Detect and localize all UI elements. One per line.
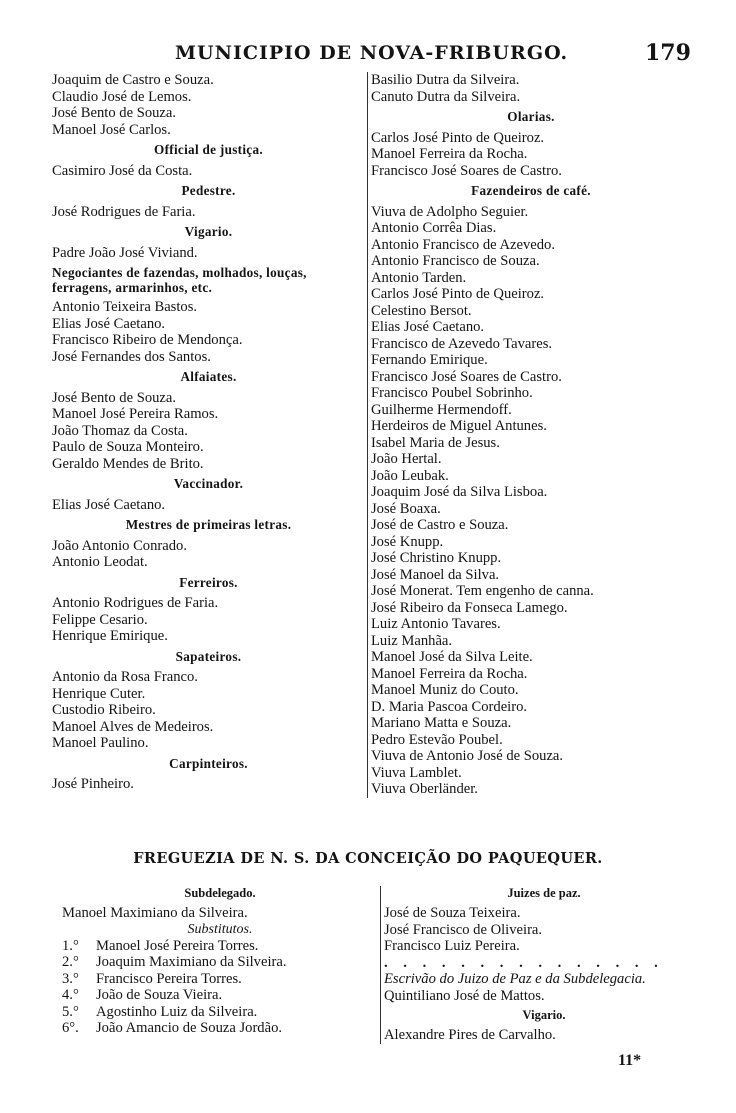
- list-item: Antonio Francisco de Azevedo.: [371, 236, 555, 253]
- category-heading: Carpinteiros.: [169, 755, 248, 771]
- substituto-name: Agostinho Luiz da Silveira.: [96, 1003, 258, 1020]
- list-item: Custodio Ribeiro.: [52, 702, 156, 718]
- list-item: Francisco José Soares de Castro.: [371, 368, 562, 385]
- subdelegado-heading: Subdelegado.: [184, 886, 256, 900]
- substitutos-heading: Substitutos.: [187, 921, 253, 937]
- page-number: 179: [645, 40, 691, 66]
- list-item: Manoel Ferreira da Rocha.: [371, 146, 528, 162]
- list-item: Joaquim José da Silva Lisboa.: [371, 484, 548, 500]
- category-heading: Ferreiros.: [179, 574, 238, 590]
- category-heading: Sapateiros.: [175, 648, 242, 664]
- page-header: [0, 40, 736, 70]
- right-column-bottom: [380, 886, 704, 1044]
- dotted-separator: . . . . . . . . . . . . . . .: [384, 954, 664, 971]
- list-item: Felippe Cesario.: [52, 611, 148, 628]
- list-item: Francisco Poubel Sobrinho.: [371, 385, 533, 401]
- list-item: João Antonio Conrado.: [52, 537, 187, 554]
- category-heading: Alfaiates.: [180, 369, 237, 384]
- list-item: Viuva de Adolpho Seguier.: [371, 203, 529, 220]
- list-item: Luiz Antonio Tavares.: [371, 616, 501, 632]
- list-item: Antonio da Rosa Franco.: [52, 669, 198, 685]
- substituto-name: Manoel José Pereira Torres.: [96, 937, 259, 954]
- page-title: MUNICIPIO DE NOVA-FRIBURGO.: [175, 42, 569, 64]
- list-item: José Ribeiro da Fonseca Lamego.: [371, 599, 568, 616]
- list-item: José Pinheiro.: [52, 776, 134, 792]
- list-item: João Thomaz da Costa.: [52, 422, 188, 439]
- list-item: Manoel Muniz do Couto.: [371, 682, 519, 698]
- category-heading: Olarias.: [507, 109, 555, 124]
- list-item: [62, 1004, 378, 1021]
- list-item: José Francisco de Oliveira.: [384, 921, 543, 938]
- list-item: Mariano Matta e Souza.: [371, 715, 512, 731]
- list-item: José Manoel da Silva.: [371, 566, 500, 583]
- list-item: Antonio Francisco de Souza.: [371, 253, 540, 269]
- list-item: Viuva Oberländer.: [371, 781, 478, 797]
- list-item: José Bento de Souza.: [52, 105, 177, 121]
- list-item: Pedro Estevão Poubel.: [371, 731, 503, 748]
- substituto-name: João de Souza Vieira.: [96, 987, 223, 1003]
- list-item: Antonio Rodrigues de Faria.: [52, 595, 219, 611]
- list-item: Elias José Caetano.: [52, 496, 166, 513]
- signature-mark: 11*: [618, 1052, 642, 1069]
- list-item: [62, 938, 378, 955]
- list-item: Antonio Leodat.: [52, 554, 148, 570]
- list-item: João Hertal.: [371, 451, 442, 467]
- ordinal: 6°.: [62, 1020, 79, 1036]
- list-item: Antonio Tarden.: [371, 269, 467, 286]
- left-column-bottom: [62, 886, 378, 1037]
- list-item: Henrique Cuter.: [52, 685, 146, 702]
- list-item: [62, 971, 378, 988]
- list-item: Manoel Ferreira da Rocha.: [371, 665, 528, 682]
- substituto-name: Francisco Pereira Torres.: [96, 970, 242, 987]
- substituto-name: Joaquim Maximiano da Silveira.: [96, 954, 287, 970]
- list-item: Viuva Lamblet.: [371, 764, 462, 781]
- category-heading: Official de justiça.: [154, 142, 263, 157]
- list-item: D. Maria Pascoa Cordeiro.: [371, 698, 528, 715]
- list-item: Basilio Dutra da Silveira.: [371, 72, 520, 88]
- list-item: Viuva de Antonio José de Souza.: [371, 748, 564, 764]
- list-item: Antonio Teixeira Bastos.: [52, 299, 198, 315]
- list-item: Casimiro José da Costa.: [52, 162, 193, 179]
- list-item: Antonio Corrêa Dias.: [371, 220, 497, 236]
- right-column-top: [367, 72, 691, 798]
- list-item: Francisco Luiz Pereira.: [384, 938, 520, 954]
- list-item: Celestino Bersot.: [371, 302, 472, 319]
- list-item: Luiz Manhãa.: [371, 632, 453, 649]
- list-item: Manoel Paulino.: [52, 735, 149, 751]
- list-item: Manoel José Carlos.: [52, 121, 171, 138]
- list-item: Fernando Emirique.: [371, 352, 488, 368]
- category-heading: Fazendeiros de café.: [471, 183, 591, 198]
- ordinal: 1.°: [62, 937, 79, 954]
- list-item: José Bento de Souza.: [52, 389, 177, 406]
- juizes-heading: Juizes de paz.: [507, 886, 581, 900]
- category-heading: Negociantes de fazendas, molhados, louças, ferragens, armarinhos, etc.: [52, 265, 307, 295]
- list-item: [62, 987, 378, 1004]
- list-item: Carlos José Pinto de Queiroz.: [371, 286, 545, 302]
- list-item: Francisco Ribeiro de Mendonça.: [52, 332, 243, 348]
- ordinal: 5.°: [62, 1003, 79, 1020]
- substitutos-list: [62, 938, 378, 1037]
- list-item: João Leubak.: [371, 467, 449, 484]
- list-item: Herdeiros de Miguel Antunes.: [371, 418, 547, 434]
- category-heading: Mestres de primeiras letras.: [125, 517, 292, 532]
- list-item: José Rodrigues de Faria.: [52, 203, 196, 220]
- ordinal: 4.°: [62, 987, 79, 1003]
- escrivao-title: Escrivão do Juizo de Paz e da Subdelegacia.: [384, 971, 646, 987]
- list-item: Guilherme Hermendoff.: [371, 401, 512, 418]
- juizes-list: [384, 905, 704, 955]
- category-heading: Vaccinador.: [173, 476, 244, 491]
- list-item: José Boaxa.: [371, 500, 441, 517]
- list-item: Canuto Dutra da Silveira.: [371, 88, 521, 105]
- list-item: Joaquim de Castro e Souza.: [52, 72, 214, 88]
- list-item: José Monerat. Tem engenho de canna.: [371, 583, 594, 599]
- list-item: Francisco José Soares de Castro.: [371, 162, 562, 179]
- list-item: Geraldo Mendes de Brito.: [52, 455, 204, 472]
- subdelegado-name: Manoel Maximiano da Silveira.: [62, 905, 248, 921]
- list-item: Claudio José de Lemos.: [52, 88, 192, 105]
- list-item: [62, 954, 378, 971]
- vigario-name: Alexandre Pires de Carvalho.: [384, 1027, 556, 1043]
- list-item: Manoel José Pereira Ramos.: [52, 406, 219, 422]
- category-heading: Vigario.: [184, 224, 233, 239]
- list-item: Isabel Maria de Jesus.: [371, 434, 500, 451]
- list-item: Carlos José Pinto de Queiroz.: [371, 129, 545, 146]
- list-item: Paulo de Souza Monteiro.: [52, 439, 204, 455]
- list-item: Manoel Alves de Medeiros.: [52, 718, 214, 735]
- vigario-heading: Vigario.: [522, 1008, 566, 1022]
- list-item: Elias José Caetano.: [371, 319, 485, 335]
- list-item: José Fernandes dos Santos.: [52, 348, 211, 365]
- list-item: Manoel José da Silva Leite.: [371, 649, 533, 665]
- list-item: José de Souza Teixeira.: [384, 905, 521, 921]
- list-item: José Christino Knupp.: [371, 550, 502, 566]
- list-item: José de Castro e Souza.: [371, 517, 509, 533]
- substituto-name: João Amancio de Souza Jordão.: [96, 1020, 283, 1036]
- list-item: [62, 1020, 378, 1037]
- ordinal: 2.°: [62, 954, 79, 970]
- list-item: Elias José Caetano.: [52, 315, 166, 332]
- ordinal: 3.°: [62, 970, 79, 987]
- section-title: FREGUEZIA DE N. S. DA CONCEIÇÃO DO PAQUEQUER.: [133, 850, 603, 867]
- category-heading: Pedestre.: [181, 183, 236, 198]
- list-item: Padre João José Viviand.: [52, 244, 198, 261]
- list-item: José Knupp.: [371, 533, 444, 550]
- left-column-top: [52, 72, 365, 793]
- list-item: Henrique Emirique.: [52, 628, 168, 644]
- escrivao-name: Quintiliano José de Mattos.: [384, 987, 545, 1004]
- list-item: Francisco de Azevedo Tavares.: [371, 335, 553, 352]
